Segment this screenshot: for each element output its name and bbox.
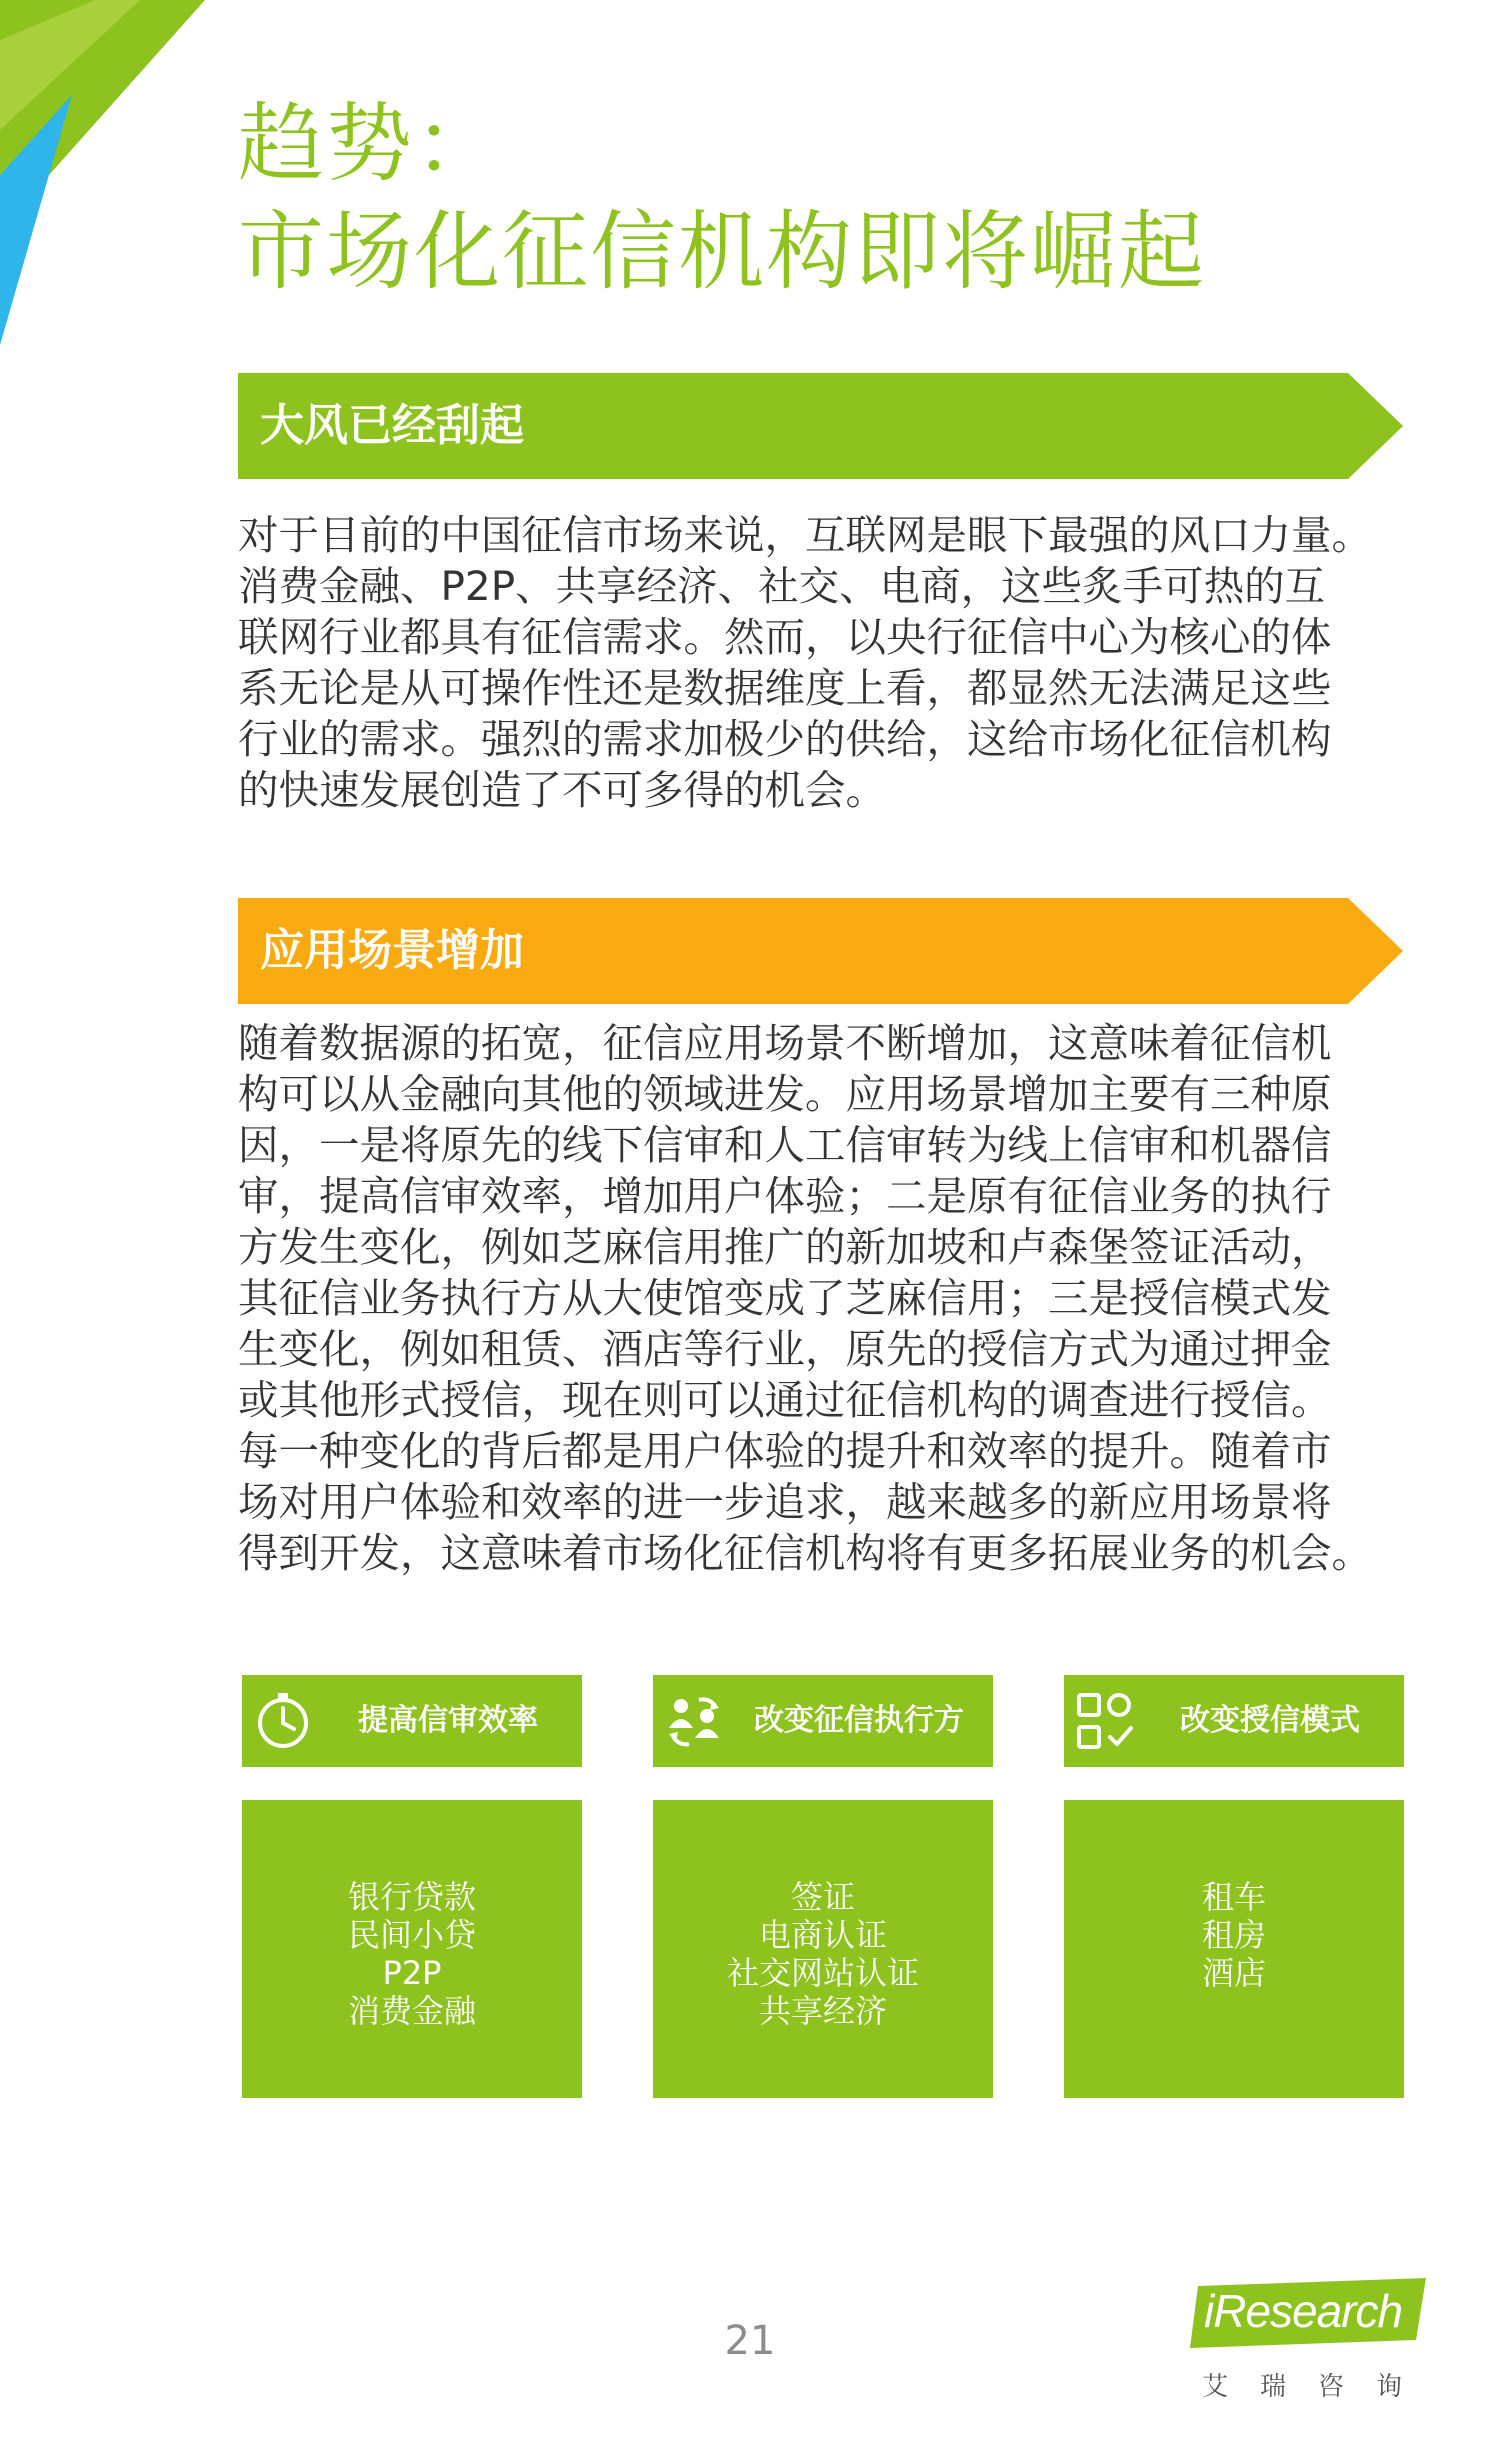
- section-paragraph-wind: [238, 510, 1408, 816]
- list-item: 社交网站认证: [726, 1954, 919, 1992]
- stopwatch-icon: [252, 1690, 314, 1752]
- box-header-label: 提高信审效率: [358, 1703, 538, 1738]
- list-item: 酒店: [1201, 1954, 1266, 1992]
- box-item-list: [242, 1878, 582, 2030]
- corner-decoration: [0, 0, 220, 350]
- paragraph-line: 其征信业务执行方从大使馆变成了芝麻信用；三是授信模式发: [238, 1274, 1332, 1322]
- list-item: 租房: [1201, 1916, 1266, 1954]
- section-banner-wind: [238, 373, 1403, 479]
- people-exchange-icon: [663, 1690, 725, 1752]
- section-heading: 大风已经刮起: [260, 400, 524, 451]
- paragraph-line: 审，提高信审效率，增加用户体验；二是原有征信业务的执行: [238, 1172, 1332, 1220]
- list-item: 签证: [790, 1878, 855, 1916]
- section-heading: 应用场景增加: [260, 925, 524, 976]
- paragraph-line: 生变化，例如租赁、酒店等行业，原先的授信方式为通过押金: [238, 1325, 1332, 1373]
- section-banner-scenarios: [238, 898, 1403, 1004]
- logo-subtitle: 艾瑞咨询: [1202, 2372, 1435, 2402]
- box-header-efficiency: [242, 1675, 582, 1767]
- page-number: 21: [724, 2318, 776, 2364]
- paragraph-line: 或其他形式授信，现在则可以通过征信机构的调查进行授信。: [238, 1376, 1332, 1424]
- list-item: 消费金融: [347, 1992, 476, 2030]
- title-line-2: 市场化征信机构即将崛起: [238, 202, 1206, 302]
- box-item-list: [653, 1878, 993, 2030]
- box-item-list: [1064, 1878, 1404, 1992]
- paragraph-line: 的快速发展创造了不可多得的机会。: [238, 766, 886, 814]
- paragraph-line: 消费金融、P2P、共享经济、社交、电商，这些炙手可热的互: [238, 562, 1326, 610]
- paragraph-line: 行业的需求。强烈的需求加极少的供给，这给市场化征信机构: [238, 715, 1332, 763]
- list-item: 银行贷款: [347, 1878, 476, 1916]
- box-body-efficiency: [242, 1800, 582, 2098]
- paragraph-line: 方发生变化，例如芝麻信用推广的新加坡和卢森堡签证活动，: [238, 1223, 1332, 1271]
- paragraph-line: 联网行业都具有征信需求。然而，以央行征信中心为核心的体: [238, 613, 1332, 661]
- page-title: [238, 90, 1206, 306]
- box-header-label: 改变征信执行方: [754, 1703, 964, 1738]
- paragraph-line: 随着数据源的拓宽，征信应用场景不断增加，这意味着征信机: [238, 1019, 1332, 1067]
- iresearch-logo: [1190, 2278, 1435, 2408]
- paragraph-line: 场对用户体验和效率的进一步追求，越来越多的新应用场景将: [238, 1478, 1332, 1526]
- paragraph-line: 因，一是将原先的线下信审和人工信审转为线上信审和机器信: [238, 1121, 1332, 1169]
- box-body-credit-mode: [1064, 1800, 1404, 2098]
- paragraph-line: 构可以从金融向其他的领域进发。应用场景增加主要有三种原: [238, 1070, 1332, 1118]
- logo-wordmark: iResearch: [1204, 2285, 1403, 2337]
- title-line-1: 趋势：: [238, 94, 502, 194]
- paragraph-line: 系无论是从可操作性还是数据维度上看，都显然无法满足这些: [238, 664, 1332, 712]
- paragraph-line: 对于目前的中国征信市场来说，互联网是眼下最强的风口力量。: [238, 511, 1372, 559]
- list-item: 租车: [1201, 1878, 1266, 1916]
- box-header-executor: [653, 1675, 993, 1767]
- box-header-label: 改变授信模式: [1180, 1703, 1360, 1738]
- grid-check-icon: [1074, 1690, 1136, 1752]
- list-item: 民间小贷: [347, 1916, 476, 1954]
- box-header-credit-mode: [1064, 1675, 1404, 1767]
- paragraph-line: 得到开发，这意味着市场化征信机构将有更多拓展业务的机会。: [238, 1529, 1372, 1577]
- list-item: 共享经济: [758, 1992, 887, 2030]
- list-item: P2P: [382, 1954, 442, 1992]
- list-item: 电商认证: [758, 1916, 887, 1954]
- paragraph-line: 每一种变化的背后都是用户体验的提升和效率的提升。随着市: [238, 1427, 1332, 1475]
- section-paragraph-scenarios: [238, 1018, 1408, 1579]
- box-body-executor: [653, 1800, 993, 2098]
